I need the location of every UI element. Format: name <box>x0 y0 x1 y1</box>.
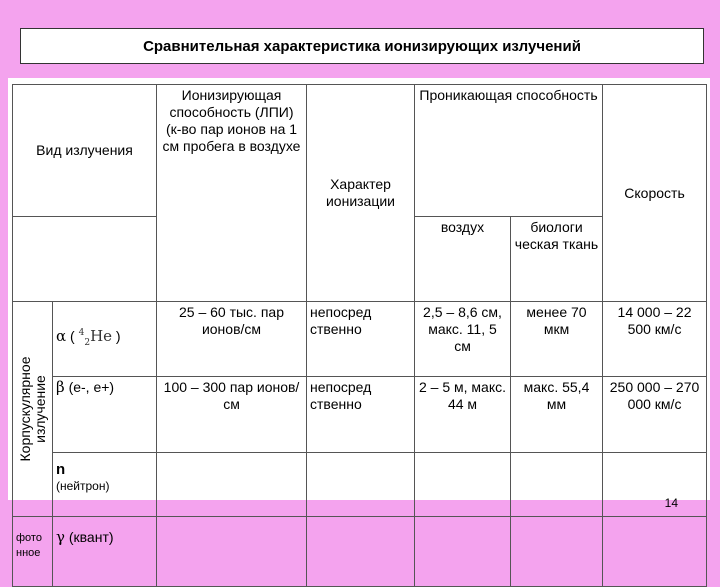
row-neutron-air <box>415 453 511 517</box>
header-air: воздух <box>415 217 511 302</box>
row-gamma-character <box>307 517 415 587</box>
row-gamma-tissue <box>511 517 603 587</box>
row-neutron-speed <box>603 453 707 517</box>
table-row <box>13 376 707 453</box>
row-alpha-tissue: менее 70 мкм <box>511 302 603 377</box>
slide-title: Сравнительная характеристика ионизирующих излучений <box>143 37 581 55</box>
row-neutron-ionizing <box>157 453 307 517</box>
header-character: Характер ионизации <box>307 85 415 302</box>
row-beta-tissue: макс. 55,4 мм <box>511 376 603 453</box>
row-neutron-type: n (нейтрон) <box>53 453 157 517</box>
row-gamma-speed <box>603 517 707 587</box>
header-ionizing: Ионизирующая способность (ЛПИ) (к-во пар ионов на 1 см пробега в воздухе <box>157 85 307 302</box>
slide-title-box <box>20 28 704 64</box>
comparison-table-area <box>12 84 706 559</box>
row-beta-air: 2 – 5 м, макс. 44 м <box>415 376 511 453</box>
row-beta-speed: 250 000 – 270 000 км/с <box>603 376 707 453</box>
header-penetrating: Проникающая способность <box>415 85 603 217</box>
page-number: 14 <box>664 496 678 510</box>
row-alpha-ionizing: 25 – 60 тыс. пар ионов/см <box>157 302 307 377</box>
header-row <box>13 85 707 217</box>
header-speed: Скорость <box>603 85 707 302</box>
row-beta-type: β (е-, е+) <box>53 376 157 453</box>
group-corpuscular-label: Корпускулярное излучение <box>16 356 48 462</box>
row-neutron-tissue <box>511 453 603 517</box>
group-corpuscular <box>13 302 53 517</box>
alpha-symbol: α <box>56 327 67 346</box>
row-gamma-type: γ (квант) <box>53 517 157 587</box>
row-gamma-air <box>415 517 511 587</box>
header-tissue: биологи ческая ткань <box>511 217 603 302</box>
table-row <box>13 453 707 517</box>
beta-symbol: β <box>56 377 65 396</box>
neutron-symbol: n <box>56 461 66 479</box>
header-type: Вид излучения <box>13 85 157 217</box>
comparison-table <box>12 84 707 587</box>
row-alpha-air: 2,5 – 8,6 см, макс. 11, 5 см <box>415 302 511 377</box>
row-neutron-character <box>307 453 415 517</box>
gamma-symbol: γ <box>56 528 65 546</box>
header-type-spacer <box>13 217 157 302</box>
group-photon <box>13 517 53 587</box>
row-gamma-ionizing <box>157 517 307 587</box>
row-alpha-type: α ( $^4_2$He ) <box>53 302 157 377</box>
table-row <box>13 517 707 587</box>
helium-nuclide: $^4_2$He <box>78 327 113 349</box>
row-beta-ionizing: 100 – 300 пар ионов/см <box>157 376 307 453</box>
row-alpha-character: непосред ственно <box>307 302 415 377</box>
row-alpha-speed: 14 000 – 22 500 км/с <box>603 302 707 377</box>
table-row <box>13 302 707 377</box>
row-beta-character: непосред ственно <box>307 376 415 453</box>
group-photon-label: фото нное <box>16 532 42 559</box>
